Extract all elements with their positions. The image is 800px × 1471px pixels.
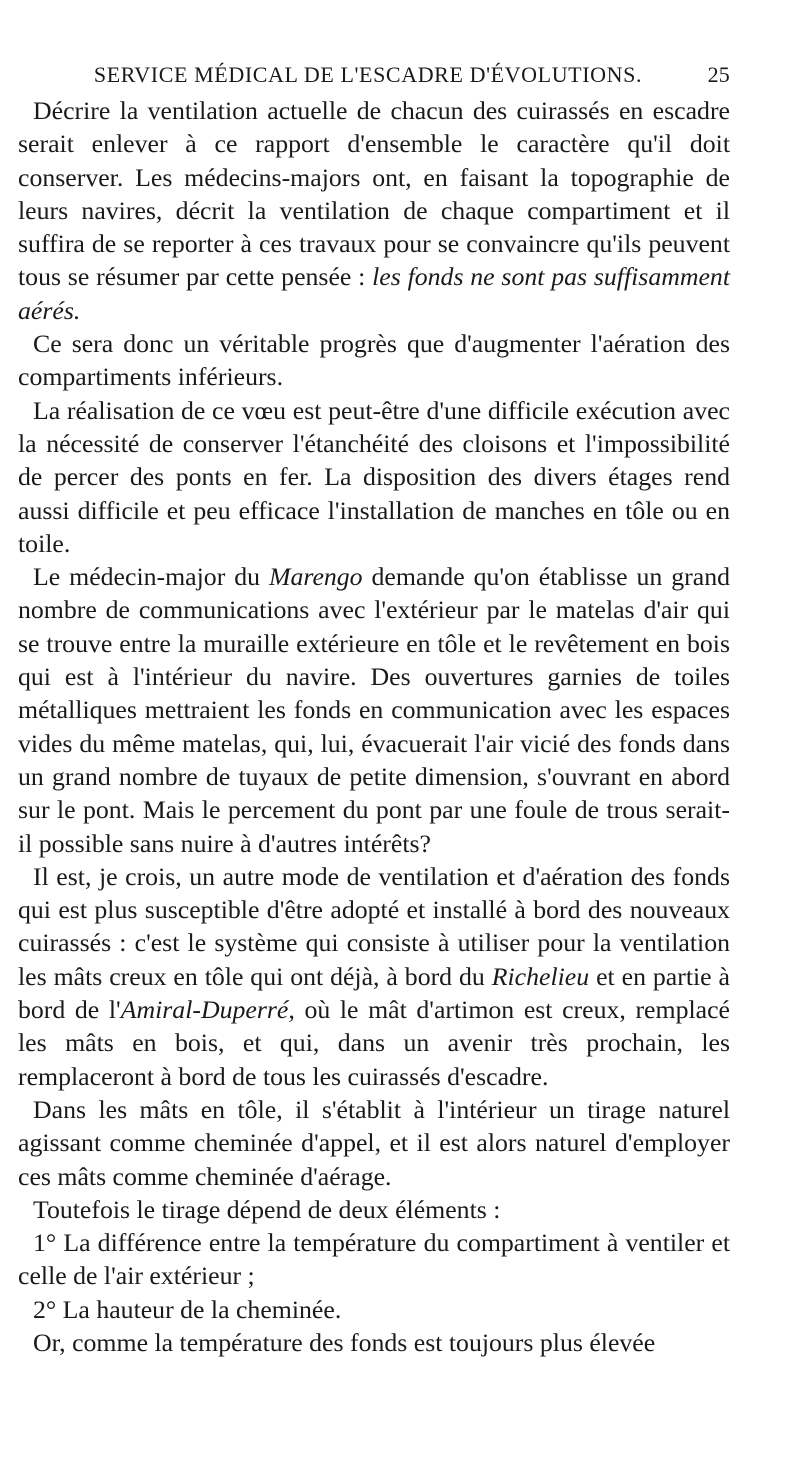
ship-name-amiral-duperre: Amiral-Duperré, — [120, 995, 295, 1025]
paragraph-4 — [18, 560, 730, 860]
paragraph-3: La réalisation de ce vœu est peut-être d'une difficile exécution avec la nécessité de conserver l'étanchéité des cloisons et l'impossibilité de percer des ponts en fer. La disposition des divers étages rend aussi difficile et peu efficace l'installation de manches en tôle ou en toile. — [18, 395, 730, 558]
paragraph-2: Ce sera donc un véritable progrès que d'augmenter l'aération des compartiments inférieurs. — [18, 329, 730, 392]
body-text — [18, 94, 730, 1359]
ship-name-marengo: Marengo — [268, 562, 363, 592]
paragraph-5-text-2: et en partie à bord de l' — [18, 961, 731, 1025]
paragraph-6: Dans les mâts en tôle, il s'établit à l'intérieur un tirage naturel agissant comme cheminée d'appel, et il est alors naturel d'employer ces mâts comme cheminée d'aérage. — [18, 1094, 730, 1191]
paragraph-1-italic: les fonds ne sont pas suffisamment aérés. — [18, 262, 730, 325]
page-number: 25 — [707, 62, 730, 87]
paragraph-5-text-3: où le mât d'artimon est creux, remplacé les mâts en bois, et qui, dans un avenir très prochain, les remplaceront à bord de tous les cuirassés d'escadre. — [18, 995, 730, 1091]
book-page — [18, 62, 730, 1359]
running-title: SERVICE MÉDICAL DE L'ESCADRE D'ÉVOLUTIONS. — [93, 62, 643, 87]
paragraph-5 — [18, 860, 730, 1093]
running-header — [18, 62, 730, 92]
paragraph-4-text-start: Le médecin-major du — [33, 562, 261, 592]
ship-name-richelieu: Richelieu — [491, 961, 590, 991]
paragraph-7: Toutefois le tirage dépend de deux éléments : — [33, 1194, 501, 1224]
paragraph-5-text-1: Il est, je crois, un autre mode de ventilation et d'aération des fonds qui est plus susceptible d'être adopté et installé à bord des nouveaux cuirassés : c'est le système qui consiste à utiliser pour la ventilation les mâts creux en tôle qui ont déjà, à bord du — [18, 861, 730, 991]
list-item-2: 2° La hauteur de la cheminée. — [33, 1294, 342, 1324]
paragraph-1 — [18, 94, 730, 327]
paragraph-4-text-end: demande qu'on établisse un grand nombre de communications avec l'extérieur par le matelas d'air qui se trouve entre la muraille extérieure en tôle et le revêtement en bois qui est à l'intérieur du navire. Des ouvertures garnies de toiles métalliques mettraient les fonds en communication avec les espaces vides du même matelas, qui, lui, évacuerait l'air vicié des fonds dans un grand nombre de tuyaux de petite dimension, s'ouvrant en abord sur le pont. Mais le percement du pont par une foule de trous serait-il possible sans nuire à d'autres intérêts? — [18, 562, 730, 858]
list-item-1: 1° La différence entre la température du compartiment à ventiler et celle de l'air extérieur ; — [18, 1228, 730, 1291]
paragraph-8: Or, comme la température des fonds est toujours plus élevée — [33, 1327, 656, 1357]
paragraph-1-text: Décrire la ventilation actuelle de chacun des cuirassés en escadre serait enlever à ce rapport d'ensemble le caractère qu'il doit conserver. Les médecins-majors ont, en faisant la topographie de leurs navires, décrit la ventilation de chaque compartiment et il suffira de se reporter à ces travaux pour se convaincre qu'ils peuvent tous se résumer par cette pensée : — [18, 96, 730, 292]
